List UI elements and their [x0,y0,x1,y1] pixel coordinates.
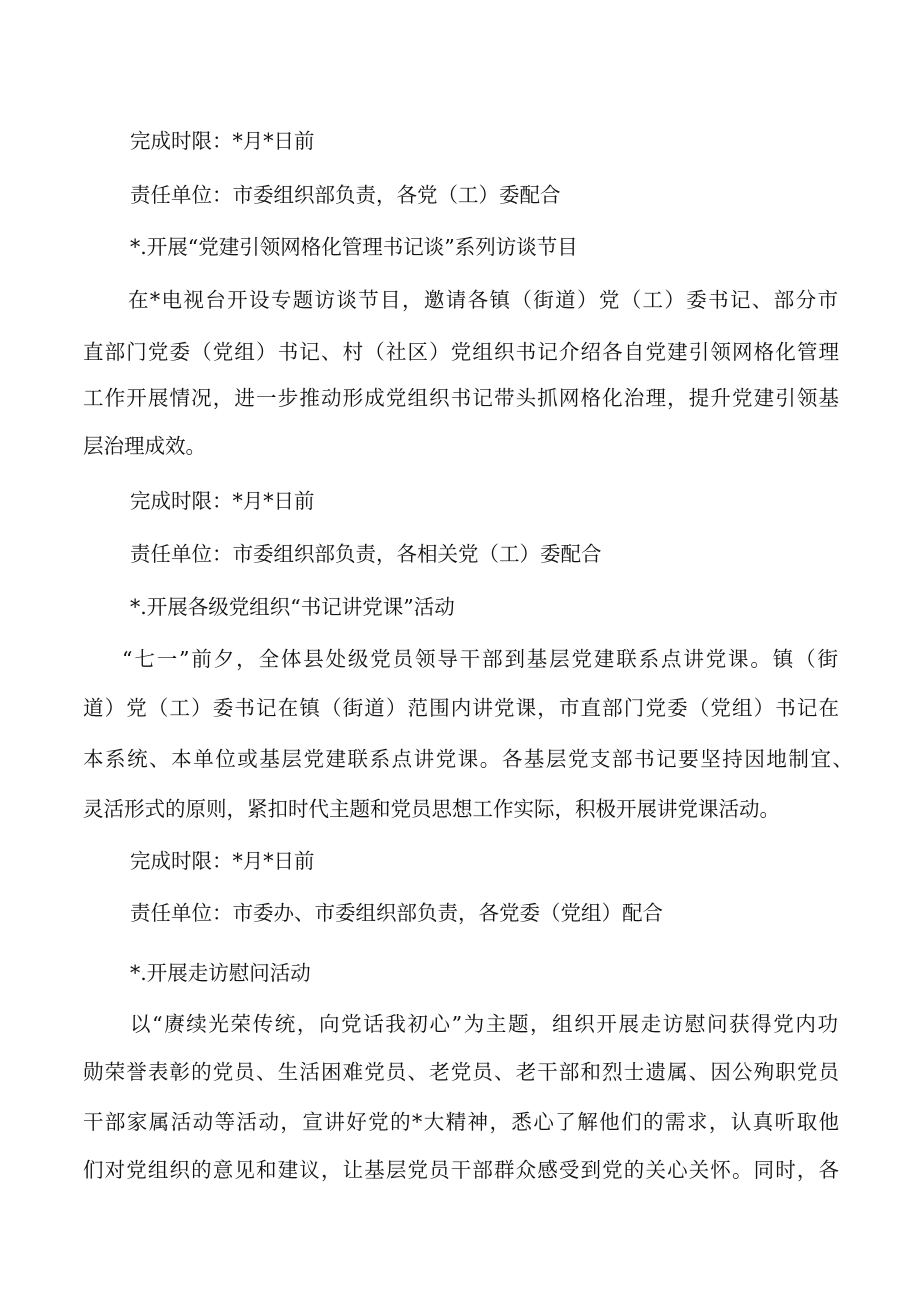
paragraph-line: 干部家属活动等活动，宣讲好党的*大精神，悉心了解他们的需求，认真听取他 [83,1110,839,1134]
paragraph-line: 层治理成效。 [83,434,206,458]
paragraph-line: “七一”前夕，全体县处级党员领导干部到基层党建联系点讲党课。镇（街 [122,647,838,671]
paragraph-line: 道）党（工）委书记在镇（街道）范围内讲党课，市直部门党委（党组）书记在 [83,696,839,720]
paragraph-line: 勋荣誉表彰的党员、生活困难党员、老党员、老干部和烈士遗属、因公殉职党员 [83,1060,839,1084]
paragraph-line: 在*电视台开设专题访谈节目，邀请各镇（街道）党（工）委书记、部分市 [128,288,838,312]
responsible-unit-line-2: 责任单位：市委组织部负责，各相关党（工）委配合 [130,542,602,566]
section-heading-visits: *.开展走访慰问活动 [130,961,311,985]
paragraph-line: 直部门党委（党组）书记、村（社区）党组织书记介绍各自党建引领网格化管理 [83,340,839,364]
section-heading-party-lecture: *.开展各级党组织“书记讲党课”活动 [130,595,455,619]
responsible-unit-line-3: 责任单位：市委办、市委组织部负责，各党委（党组）配合 [130,901,663,925]
paragraph-line: 以“赓续光荣传统，向党话我初心”为主题，组织开展走访慰问获得党内功 [130,1012,838,1036]
section-heading-interview-program: *.开展“党建引领网格化管理书记谈”系列访谈节目 [130,235,578,259]
paragraph-line: 们对党组织的意见和建议，让基层党员干部群众感受到党的关心关怀。同时，各 [83,1158,839,1182]
paragraph-line: 工作开展情况，进一步推动形成党组织书记带头抓网格化治理，提升党建引领基 [83,386,839,410]
paragraph-line: 灵活形式的原则，紧扣时代主题和党员思想工作实际，积极开展讲党课活动。 [83,797,780,821]
paragraph-line: 本系统、本单位或基层党建联系点讲党课。各基层党支部书记要坚持因地制宜、 [83,747,853,771]
responsible-unit-line-1: 责任单位：市委组织部负责，各党（工）委配合 [130,183,561,207]
deadline-line-1: 完成时限：*月*日前 [130,129,315,153]
deadline-line-3: 完成时限：*月*日前 [130,849,315,873]
deadline-line-2: 完成时限：*月*日前 [130,489,315,513]
